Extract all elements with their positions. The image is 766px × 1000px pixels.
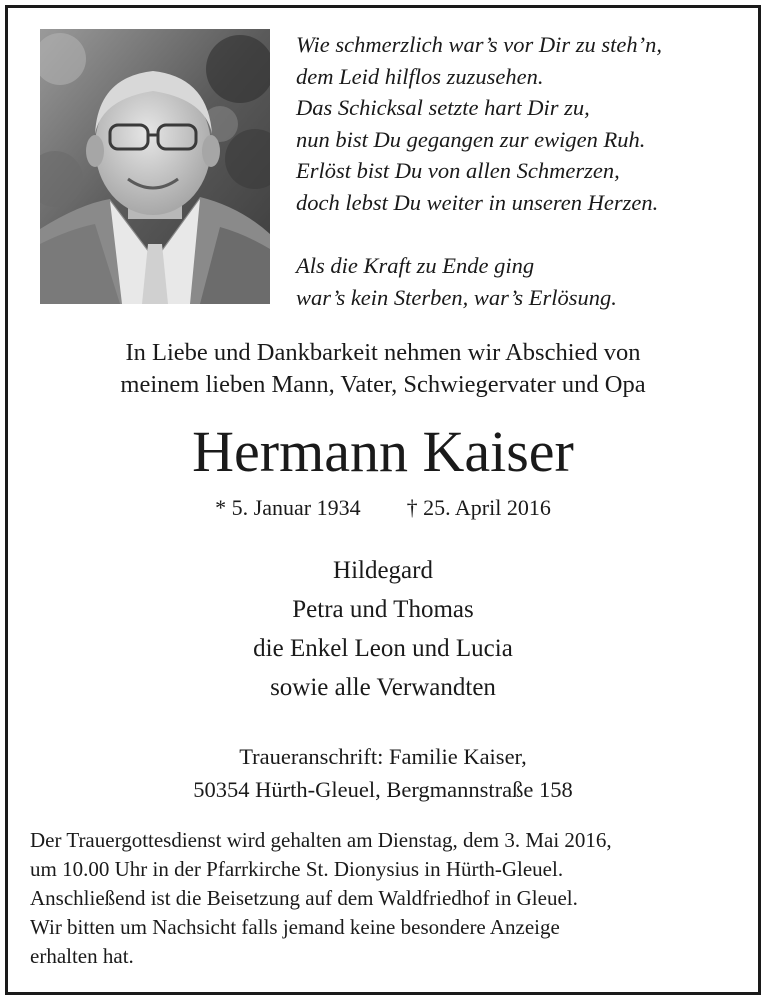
service-line: erhalten hat. [30,944,134,968]
portrait-illustration [40,29,270,304]
service-line: Wir bitten um Nachsicht falls jemand keine besondere Anzeige [30,915,560,939]
mourners-list [0,551,766,707]
address-line: Traueranschrift: Familie Kaiser, [239,744,527,769]
poem-line: dem Leid hilflos zuzusehen. [296,63,544,89]
birth-date: * 5. Januar 1934 [215,495,361,520]
deceased-name: Hermann Kaiser [192,419,574,484]
stanza-gap [296,218,746,250]
poem-line: Das Schicksal setzte hart Dir zu, [296,95,590,120]
portrait-photo [40,29,270,304]
address-line: 50354 Hürth-Gleuel, Bergmannstraße 158 [193,777,573,802]
mourner-line: sowie alle Verwandten [270,674,496,701]
death-date: † 25. April 2016 [406,495,551,520]
farewell-intro [0,337,766,401]
service-line: Anschließend ist die Beisetzung auf dem Waldfriedhof in Gleuel. [30,886,578,910]
mourner-line: Petra und Thomas [292,596,474,623]
poem-line: Wie schmerzlich war’s vor Dir zu steh’n, [296,32,663,57]
poem-line: war’s kein Sterben, war’s Erlösung. [296,284,617,310]
mourner-line: die Enkel Leon und Lucia [253,635,513,662]
poem-line: Als die Kraft zu Ende ging [296,253,535,278]
poem [296,29,746,313]
poem-line: Erlöst bist Du von allen Schmerzen, [296,158,620,183]
intro-line: meinem lieben Mann, Vater, Schwiegervater und Opa [120,371,646,398]
life-dates [0,494,766,522]
mourner-line: Hildegard [333,557,433,584]
service-line: um 10.00 Uhr in der Pfarrkirche St. Dionysius in Hürth-Gleuel. [30,857,564,881]
poem-line: nun bist Du gegangen zur ewigen Ruh. [296,126,646,152]
mourning-address [0,740,766,806]
intro-line: In Liebe und Dankbarkeit nehmen wir Abschied von [125,339,641,366]
funeral-service-info [30,826,750,971]
poem-line: doch lebst Du weiter in unseren Herzen. [296,189,659,215]
service-line: Der Trauergottesdienst wird gehalten am Dienstag, dem 3. Mai 2016, [30,828,612,852]
